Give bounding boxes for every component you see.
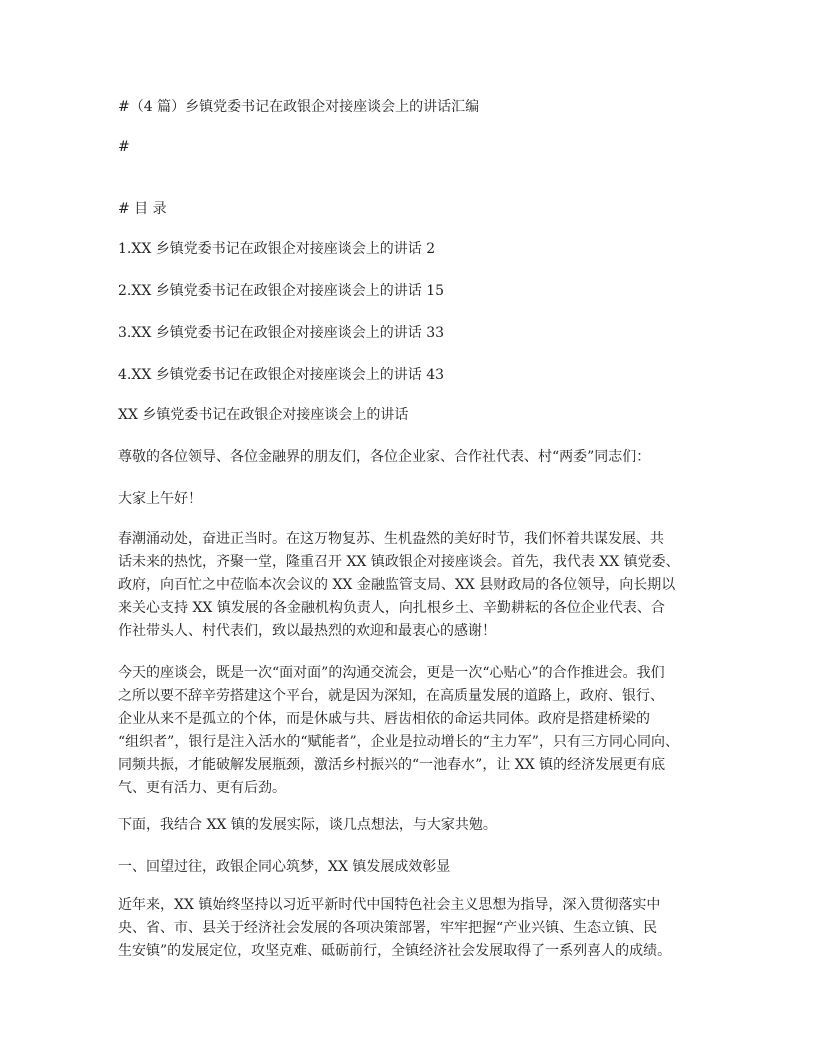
toc-heading: # 目 录 — [118, 201, 167, 217]
greeting: 大家上午好！ — [118, 491, 202, 507]
toc-item: 3.XX 乡镇党委书记在政银企对接座谈会上的讲话 33 — [118, 325, 445, 341]
paragraph-line: 春潮涌动处，奋进正当时。在这万物复苏、生机盎然的美好时节，我们怀着共谋发展、共 — [118, 531, 664, 547]
paragraph-line: 来关心支持 XX 镇发展的各金融机构负责人，向扎根乡土、辛勤耕耘的各位企业代表、合 — [118, 600, 665, 616]
paragraph-line: 今天的座谈会，既是一次“面对面”的沟通交流会，更是一次“心贴心”的合作推进会。我们 — [118, 665, 665, 681]
paragraph-line: 作社带头人、村代表们，致以最热烈的欢迎和最衷心的感谢！ — [118, 623, 496, 639]
section-heading: 一、回望过往，政银企同心筑梦，XX 镇发展成效彰显 — [118, 859, 451, 875]
document-title: #（4 篇）乡镇党委书记在政银企对接座谈会上的讲话汇编 — [118, 99, 480, 115]
paragraph-line: 政府，向百忙之中莅临本次会议的 XX 金融监管支局、XX 县财政局的各位领导，向长期以 — [118, 577, 676, 593]
toc-item: 4.XX 乡镇党委书记在政银企对接座谈会上的讲话 43 — [118, 367, 445, 383]
paragraph-line: “组织者”，银行是注入活水的“赋能者”，企业是拉动增长的“主力军”，只有三方同心同向、 — [118, 734, 679, 750]
paragraph-line: 同频共振，才能破解发展瓶颈，激活乡村振兴的“一池春水”，让 XX 镇的经济发展更有底 — [118, 757, 666, 773]
paragraph-intro: 下面，我结合 XX 镇的发展实际，谈几点想法，与大家共勉。 — [118, 817, 497, 833]
paragraph-line: 气、更有活力、更有后劲。 — [118, 780, 286, 796]
paragraph-line: 生安镇”的发展定位，攻坚克难、砥砺前行，全镇经济社会发展取得了一系列喜人的成绩。 — [118, 943, 672, 959]
paragraph-line: 之所以要不辞辛劳搭建这个平台，就是因为深知，在高质量发展的道路上，政府、银行、 — [118, 688, 664, 704]
paragraph-line: 近年来，XX 镇始终坚持以习近平新时代中国特色社会主义思想为指导，深入贯彻落实中 — [118, 897, 661, 913]
paragraph-line: 企业从来不是孤立的个体，而是休戚与共、唇齿相依的命运共同体。政府是搭建桥梁的 — [118, 711, 650, 727]
paragraph-line: 话未来的热忱，齐聚一堂，隆重召开 XX 镇政银企对接座谈会。首先，我代表 XX 镇党委、 — [118, 554, 680, 570]
toc-item: 1.XX 乡镇党委书记在政银企对接座谈会上的讲话 2 — [118, 241, 436, 257]
paragraph-purpose — [118, 662, 714, 800]
speech-title: XX 乡镇党委书记在政银企对接座谈会上的讲话 — [118, 407, 409, 423]
paragraph-line: 央、省、市、县关于经济社会发展的各项决策部署，牢牢把握“产业兴镇、生态立镇、民 — [118, 920, 658, 936]
hash-line: # — [118, 139, 130, 155]
salutation: 尊敬的各位领导、各位金融界的朋友们，各位企业家、合作社代表、村“两委”同志们： — [118, 449, 651, 465]
paragraph-achievements — [118, 894, 714, 963]
paragraph-opening — [118, 528, 714, 643]
toc-item: 2.XX 乡镇党委书记在政银企对接座谈会上的讲话 15 — [118, 283, 445, 299]
